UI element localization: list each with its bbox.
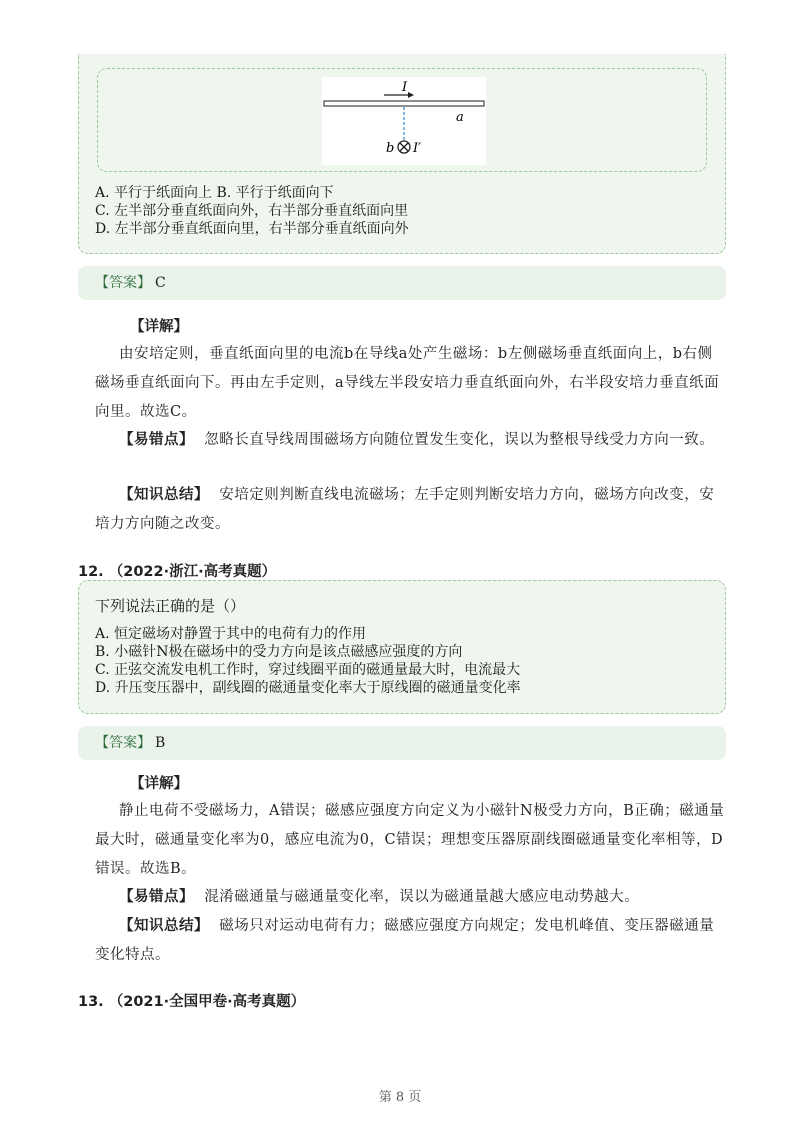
mistake-paragraph	[95, 883, 727, 912]
summary-label: 【知识总结】	[119, 487, 209, 503]
question-13-header: 13. （2021·全国甲卷·高考真题）	[78, 994, 306, 1010]
option-line: A. 平行于纸面向上 B. 平行于纸面向下	[95, 185, 334, 201]
point-b-label: b	[386, 141, 395, 156]
wire-diagram-svg	[322, 77, 486, 165]
question-12-header: 12. （2022·浙江·高考真题）	[78, 564, 277, 580]
wire-a	[324, 101, 484, 106]
current-label: I	[402, 80, 408, 95]
wire-diagram	[322, 77, 486, 165]
summary-paragraph	[95, 481, 727, 539]
mistake-label: 【易错点】	[119, 889, 194, 905]
option-line: D. 左半部分垂直纸面向里，右半部分垂直纸面向外	[95, 221, 409, 237]
point-current-label: I′	[413, 141, 422, 156]
answer-value: C	[155, 275, 166, 291]
answer-label: 【答案】	[95, 735, 151, 751]
mistake-text: 混淆磁通量与磁通量变化率，误以为磁通量越大感应电动势越大。	[204, 889, 640, 905]
detail-heading: 【详解】	[130, 776, 188, 792]
summary-label: 【知识总结】	[119, 918, 209, 934]
summary-paragraph	[95, 912, 727, 970]
option-line: A. 恒定磁场对静置于其中的电荷有力的作用	[95, 626, 367, 642]
option-line: B. 小磁针N极在磁场中的受力方向是该点磁感应强度的方向	[95, 644, 463, 660]
answer-value: B	[155, 735, 166, 751]
current-arrow-head	[408, 92, 414, 98]
mistake-paragraph	[95, 426, 727, 455]
option-line: D. 升压变压器中，副线圈的磁通量变化率大于原线圈的磁通量变化率	[95, 680, 521, 696]
detail-text: 静止电荷不受磁场力，A错误；磁感应强度方向定义为小磁针N极受力方向，B正确；磁通量最大时，磁通量变化率为0，感应电流为0，C错误；理想变压器原副线圈磁通量变化率相等，D错误。故选B。	[95, 803, 725, 877]
wire-label: a	[456, 110, 464, 125]
summary-text: 安培定则判断直线电流磁场；左手定则判断安培力方向，磁场方向改变，安培力方向随之改变。	[95, 487, 715, 532]
detail-text: 由安培定则，垂直纸面向里的电流b在导线a处产生磁场：b左侧磁场垂直纸面向上，b右侧磁场垂直纸面向下。再由左手定则，a导线左半段安培力垂直纸面向外，右半段安培力垂直纸面向里。故选C。	[95, 346, 720, 420]
option-line: C. 正弦交流发电机工作时，穿过线圈平面的磁通量最大时，电流最大	[95, 662, 521, 678]
option-line: C. 左半部分垂直纸面向外，右半部分垂直纸面向里	[95, 203, 409, 219]
mistake-label: 【易错点】	[119, 432, 194, 448]
answer-bar	[78, 266, 726, 300]
question-stem: 下列说法正确的是（）	[95, 597, 246, 615]
summary-text: 磁场只对运动电荷有力；磁感应强度方向规定；发电机峰值、变压器磁通量变化特点。	[95, 918, 715, 963]
answer-label: 【答案】	[95, 275, 151, 291]
question-11-box	[78, 54, 726, 254]
page-number: 第 8 页	[378, 1090, 422, 1105]
answer-bar	[78, 726, 726, 760]
figure-frame	[97, 68, 707, 172]
question-12-box	[78, 580, 726, 714]
detail-heading: 【详解】	[130, 319, 188, 335]
mistake-text: 忽略长直导线周围磁场方向随位置发生变化，误以为整根导线受力方向一致。	[204, 432, 715, 448]
